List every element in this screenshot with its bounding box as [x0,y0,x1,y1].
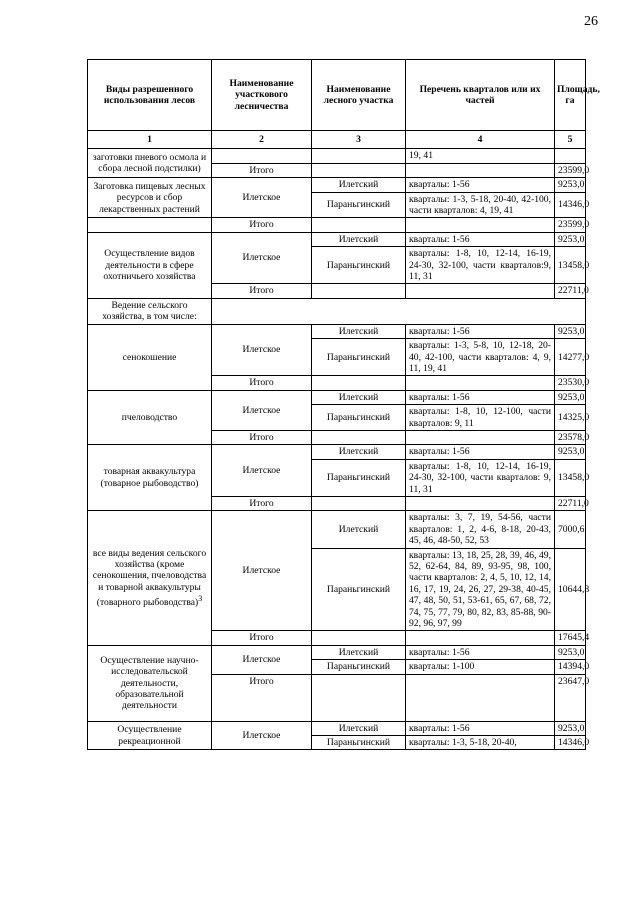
use-type-cell: пчеловодство [88,390,212,445]
use-type-cell: товарная аквакультура (товарное рыбоводство) [88,445,212,511]
total-area: 22711,0 [555,284,586,298]
forest-plot-cell: Илетский [312,645,406,659]
area-cell: 9253,0 [555,445,586,459]
header-use-type: Виды разрешенного использования лесов [88,60,212,131]
quarters-cell: 19, 41 [406,149,555,163]
total-label: Итого [212,674,312,721]
table-row [88,390,586,404]
total-area: 22711,0 [555,496,586,510]
quarters-cell: кварталы: 3, 7, 19, 54-56, части кварталов: 1, 2, 4-6, 8-18, 20-43, 45, 46, 48-50, 52, 53 [406,511,555,548]
area-cell: 9253,0 [555,721,586,735]
total-label: Итого [212,218,312,232]
use-type-cell: Осуществление научно-исследовательской деятельности, образовательной деятельности [88,645,212,721]
total-area: 23578,0 [555,430,586,444]
forest-plot-cell: Илетский [312,324,406,338]
area-cell: 9253,0 [555,324,586,338]
table-row [88,178,586,192]
area-cell: 14346,0 [555,736,586,750]
quarters-cell: кварталы: 1-8, 10, 12-14, 16-19, 24-30, 32-100, части кварталов: 9, 11, 31 [406,459,555,496]
area-cell: 13458,0 [555,247,586,284]
table-row [88,232,586,246]
table-row [88,721,586,735]
total-area: 23599,0 [555,218,586,232]
quarters-cell: кварталы: 1-56 [406,445,555,459]
total-label: Итого [212,284,312,298]
total-label: Итого [212,496,312,510]
forest-plot-cell: Параньгинский [312,660,406,674]
quarters-cell: кварталы: 1-100 [406,660,555,674]
forest-plot-cell: Илетский [312,390,406,404]
col-number: 2 [212,131,312,149]
area-cell: 10644,8 [555,548,586,631]
section-heading: Ведение сельского хозяйства, в том числе: [88,298,212,324]
quarters-cell: кварталы: 1-56 [406,645,555,659]
use-type-cell: Осуществление видов деятельности в сфере охотничьего хозяйства [88,232,212,298]
area-cell: 7000,6 [555,511,586,548]
area-cell: 9253,0 [555,232,586,246]
quarters-cell: кварталы: 1-56 [406,178,555,192]
quarters-cell: кварталы: 1-3, 5-18, 20-40, 42-100, части кварталов: 4, 19, 41 [406,192,555,218]
forest-plot-cell: Параньгинский [312,339,406,376]
area-cell: 14277,0 [555,339,586,376]
header-quarters: Перечень кварталов или их частей [406,60,555,131]
quarters-cell: кварталы: 1-8, 10, 12-14, 16-19, 24-30, 32-100, части кварталов:9, 11, 31 [406,247,555,284]
use-type-text: все виды ведения сельского хозяйства (кроме сенокошения, пчеловодства и товарной аквакультуры (товарного рыбоводства) [92,547,207,609]
forest-plot-cell: Параньгинский [312,736,406,750]
use-type-cell: заготовки пневого осмола и сбора лесной подстилки) [88,149,212,178]
header-row [88,60,586,131]
forest-plot-cell: Параньгинский [312,405,406,431]
table-row [88,324,586,338]
lesnichestvo-cell: Илетское [212,232,312,284]
total-label: Итого [212,430,312,444]
table-row [88,511,586,548]
lesnichestvo-cell: Илетское [212,324,312,376]
total-label: Итого [212,376,312,390]
area-cell: 13458,0 [555,459,586,496]
use-type-cell [88,511,212,645]
col-number: 3 [312,131,406,149]
header-area: Площадь, га [555,60,586,131]
quarters-cell: кварталы: 1-56 [406,721,555,735]
forest-use-table [87,59,600,750]
col-number: 1 [88,131,212,149]
table-row [88,445,586,459]
forest-plot-cell: Илетский [312,721,406,735]
forest-plot-cell: Илетский [312,232,406,246]
lesnichestvo-cell: Илетское [212,645,312,674]
footnote-marker: 3 [198,594,203,604]
forest-plot-cell: Илетский [312,445,406,459]
quarters-cell: кварталы: 1-8, 10, 12-100, части кварталов: 9, 11 [406,405,555,431]
quarters-cell: кварталы: 1-56 [406,324,555,338]
area-cell: 9253,0 [555,645,586,659]
area-cell: 14346,0 [555,192,586,218]
col-number: 5 [555,131,586,149]
total-row [88,218,586,232]
use-type-cell: Заготовка пищевых лесных ресурсов и сбор лекарственных растений [88,178,212,218]
total-area: 23530,0 [555,376,586,390]
section-heading-row [88,298,586,324]
column-number-row [88,131,586,149]
quarters-cell: кварталы: 1-56 [406,232,555,246]
lesnichestvo-cell: Илетское [212,511,312,631]
quarters-cell: кварталы: 13, 18, 25, 28, 39, 46, 49, 52, 62-64, 84, 89, 93-95, 98, 100, части кварталов: 2, 4, 5, 10, 12, 14, 16, 17, 19, 24, 26, 27, 29-38, 40-45, 47, 48, 50, 51, 53-61, 65, 67, 68, 72, 74, 75, 77, 79, 80, 82, 83, 85-88, 90-92, 96, 97, 99 [406,548,555,631]
total-area: 23647,0 [555,674,586,721]
page-number: 26 [584,14,598,29]
area-cell: 14325,0 [555,405,586,431]
header-forest-plot: Наименование лесного участка [312,60,406,131]
quarters-cell: кварталы: 1-3, 5-8, 10, 12-18, 20-40, 42-100, части кварталов: 4, 9, 11, 19, 41 [406,339,555,376]
quarters-cell: кварталы: 1-56 [406,390,555,404]
col-number: 4 [406,131,555,149]
area-cell: 14394,0 [555,660,586,674]
forest-plot-cell: Илетский [312,178,406,192]
area-cell: 9253,0 [555,178,586,192]
area-cell: 9253,0 [555,390,586,404]
quarters-cell: кварталы: 1-3, 5-18, 20-40, [406,736,555,750]
table-row [88,149,586,163]
lesnichestvo-cell: Илетское [212,178,312,218]
total-area: 17645,4 [555,631,586,645]
lesnichestvo-cell: Илетское [212,721,312,750]
lesnichestvo-cell: Илетское [212,390,312,430]
forest-plot-cell: Параньгинский [312,459,406,496]
total-label: Итого [212,631,312,645]
use-type-cell: сенокошение [88,324,212,390]
forest-plot-cell: Илетский [312,511,406,548]
forest-plot-cell: Параньгинский [312,247,406,284]
total-label: Итого [212,163,312,177]
header-lesnichestvo: Наименование участкового лесничества [212,60,312,131]
lesnichestvo-cell: Илетское [212,445,312,497]
forest-plot-cell: Параньгинский [312,548,406,631]
use-type-cell: Осуществление рекреационной [88,721,212,750]
table-row [88,645,586,659]
forest-plot-cell: Параньгинский [312,192,406,218]
total-area: 23599,0 [555,163,586,177]
